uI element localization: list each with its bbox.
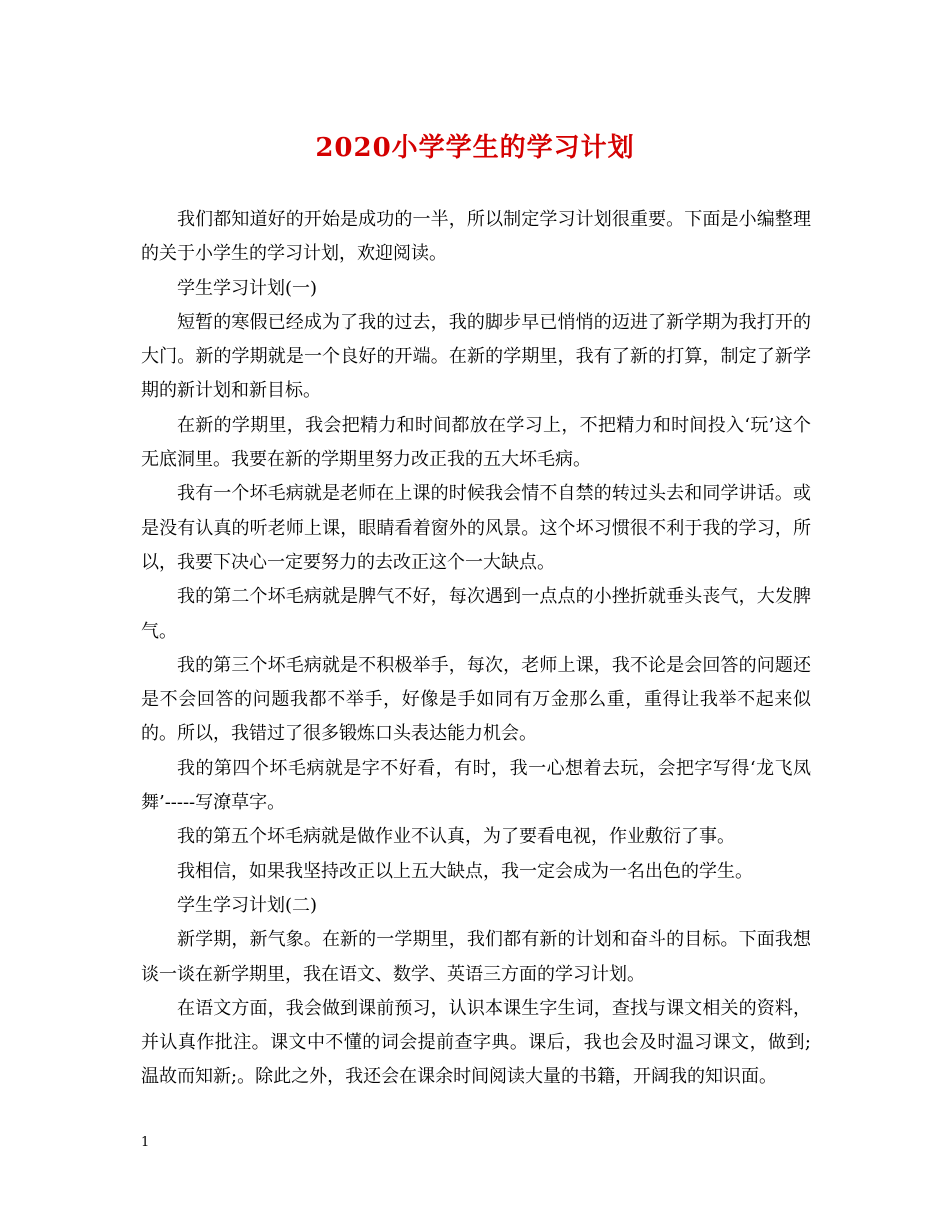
document-body xyxy=(141,203,811,1095)
paragraph: 在新的学期里，我会把精力和时间都放在学习上，不把精力和时间投入‘玩’这个无底洞里。我要在新的学期里努力改正我的五大坏毛病。 xyxy=(141,414,811,471)
section-heading-plan-1: 学生学习计划(一) xyxy=(177,277,318,299)
paragraph: 新学期，新气象。在新的一学期里，我们都有新的计划和奋斗的目标。下面我想谈一谈在新学期里，我在语文、数学、英语三方面的学习计划。 xyxy=(141,929,811,985)
paragraph: 我有一个坏毛病就是老师在上课的时候我会情不自禁的转过头去和同学讲话。或是没有认真的听老师上课，眼睛看着窗外的风景。这个坏习惯很不利于我的学习，所以，我要下决心一定要努力的去改正这个一大缺点。 xyxy=(141,483,811,573)
page-number: 1 xyxy=(141,1135,150,1150)
document-title: 2020小学学生的学习计划 xyxy=(315,133,635,163)
paragraph: 我的第二个坏毛病就是脾气不好，每次遇到一点点的小挫折就垂头丧气，大发脾气。 xyxy=(141,586,811,642)
paragraph: 我相信，如果我坚持改正以上五大缺点，我一定会成为一名出色的学生。 xyxy=(177,860,753,882)
paragraph: 我的第三个坏毛病就是不积极举手，每次，老师上课，我不论是会回答的问题还是不会回答的问题我都不举手，好像是手如同有万金那么重，重得让我举不起来似的。所以，我错过了很多锻炼口头表达能力机会。 xyxy=(141,654,811,745)
section-heading-plan-2: 学生学习计划(二) xyxy=(177,894,318,916)
paragraph: 我的第四个坏毛病就是字不好看，有时，我一心想着去玩，会把字写得‘龙飞凤舞’-----写潦草字。 xyxy=(141,757,811,814)
paragraph-intro: 我们都知道好的开始是成功的一半，所以制定学习计划很重要。下面是小编整理的关于小学生的学习计划，欢迎阅读。 xyxy=(141,209,811,265)
paragraph: 短暂的寒假已经成为了我的过去，我的脚步早已悄悄的迈进了新学期为我打开的大门。新的学期就是一个良好的开端。在新的学期里，我有了新的打算，制定了新学期的新计划和新目标。 xyxy=(141,311,811,402)
paragraph: 在语文方面，我会做到课前预习，认识本课生字生词，查找与课文相关的资料，并认真作批注。课文中不懂的词会提前查字典。课后，我也会及时温习课文，做到;温故而知新;。除此之外，我还会在课余时间阅读大量的书籍，开阔我的知识面。 xyxy=(141,997,811,1088)
paragraph: 我的第五个坏毛病就是做作业不认真，为了要看电视，作业敷衍了事。 xyxy=(177,826,735,848)
